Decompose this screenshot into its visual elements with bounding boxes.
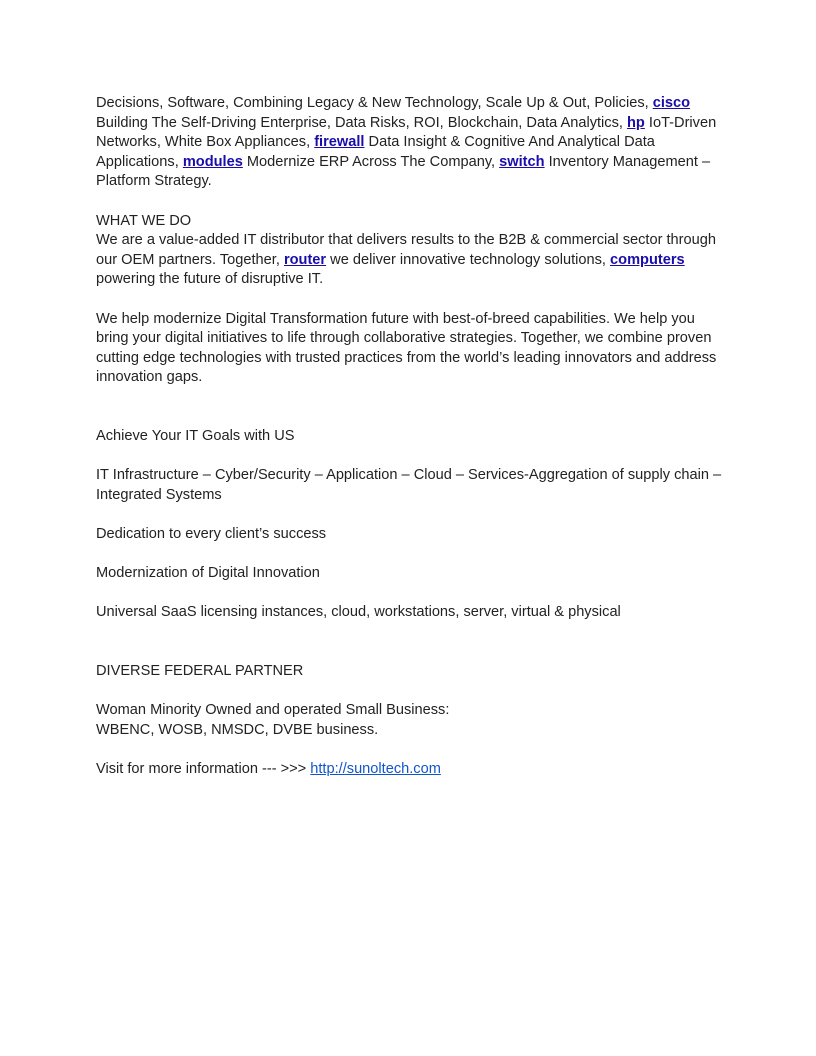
spacer [96,682,726,702]
spacer [96,388,726,427]
intro-paragraph [96,94,726,192]
goals-item: IT Infrastructure – Cyber/Security – Application – Cloud – Services-Aggregation of supply chain – Integrated Systems [96,467,722,503]
document-page [96,94,726,780]
intro-text-5: Modernize ERP Across The Company, [242,153,500,170]
goals-heading: Achieve Your IT Goals with US [96,428,295,445]
modernize-paragraph: We help modernize Digital Transformation future with best-of-breed capabilities. We help you bring your digital initiatives to life through collaborative strategies. Together, we combine proven cutting edge technologies with trusted practices from the world’s leading innovators and address innovation gaps. [96,310,717,386]
link-switch[interactable]: switch [499,153,545,170]
goals-item: Modernization of Digital Innovation [96,565,320,582]
link-cisco[interactable]: cisco [652,95,691,111]
intro-text-2: Building The Self-Driving Enterprise, Data Risks, ROI, Blockchain, Data Analytics, [96,114,627,131]
intro-text-4: Data Insight & Cognitive And Analytical Data Applications, [96,134,655,170]
link-computers[interactable]: computers [610,251,685,268]
what-we-do-heading: WHAT WE DO [96,212,192,229]
spacer [96,192,726,212]
website-link[interactable]: http://sunoltech.com [310,761,441,778]
what-we-do-text-3: powering the future of disruptive IT. [96,271,324,288]
visit-text: Visit for more information --- >>> [96,761,311,778]
spacer [96,290,726,310]
link-firewall[interactable]: firewall [314,134,365,151]
partner-line-1: Woman Minority Owned and operated Small Business: [96,702,450,719]
spacer [96,545,726,565]
spacer [96,505,726,525]
link-router[interactable]: router [283,251,327,268]
visit-line [96,760,726,780]
link-hp[interactable]: hp [627,114,645,131]
what-we-do-text-2: we deliver innovative technology solutions, [326,251,611,268]
goals-item: Dedication to every client’s success [96,526,327,543]
partner-heading: DIVERSE FEDERAL PARTNER [96,663,304,680]
what-we-do-paragraph [96,231,726,290]
spacer [96,447,726,467]
partner-line-2: WBENC, WOSB, NMSDC, DVBE business. [96,722,379,738]
intro-text-6: Inventory Management – Platform Strategy. [96,153,711,190]
spacer [96,741,726,761]
spacer [96,584,726,604]
spacer [96,623,726,662]
goals-item: Universal SaaS licensing instances, cloud, workstations, server, virtual & physical [96,604,621,621]
link-modules[interactable]: modules [182,153,243,170]
intro-text-1: Decisions, Software, Combining Legacy & New Technology, Scale Up & Out, Policies, [96,95,653,111]
what-we-do-text-1: We are a value-added IT distributor that delivers results to the B2B & commercial sector through our OEM partners. Together, [96,232,716,268]
intro-text-3: IoT-Driven Networks, White Box Appliances, [96,114,717,151]
